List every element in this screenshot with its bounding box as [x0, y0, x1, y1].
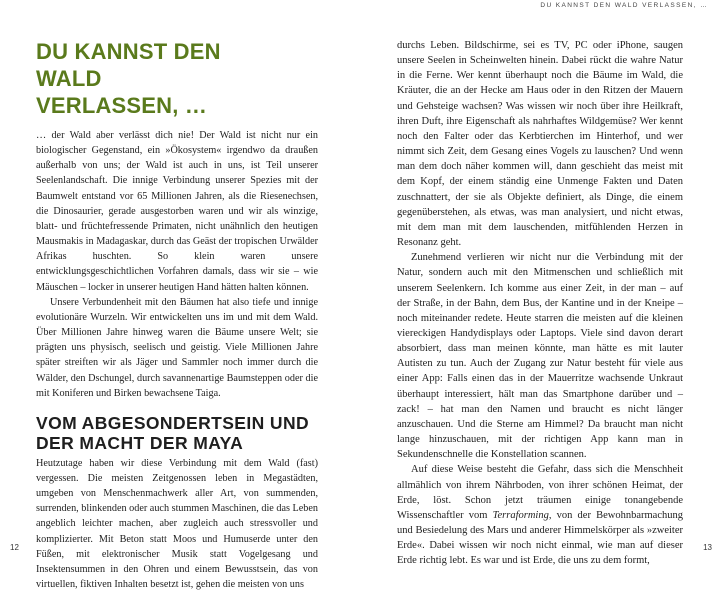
left-page-column — [36, 38, 318, 592]
body-paragraph: durchs Leben. Bildschirme, sei es TV, PC oder iPhone, saugen unsere Seelen in Scheinwelten hinein. Dabei rückt die wahre Natur in die Ferne. Wer kennt überhaupt noch die Bäume im Wald, die Kräuter, die an der Hecke am Haus oder in den Ritzen der Mauern und Gehsteige wachsen? Was wissen wir noch über ihre Heilkraft, ihren Duft, ihre Eigenschaft als nahrhaftes Wildgemüse? Wer kennt noch den Falter oder das Kerbtierchen im Hinterhof, und wer nimmt sich Zeit, dem Gesang eines Vogels zu lauschen? Und wenn man dem doch näher kommen will, dann geschieht das meist mit dem Kopf, der einem ständig eine Unmenge Fakten und Daten zuschnattert, der sie als Objekte definiert, als Dinge, die einem gegenüberstehen, als etwas, was man analysiert, und nicht etwas, mit dem man mit dem lauschenden, mitfühlenden Herzen in Resonanz geht. — [397, 40, 683, 249]
page-number-left: 12 — [10, 543, 19, 552]
section-heading: VOM ABGESONDERTSEIN UND DER MACHT DER MAYA — [36, 412, 310, 454]
body-paragraph: … der Wald aber verlässt dich nie! Der Wald ist nicht nur ein biologischer Gegenstand, ein »Ökosystem« irgendwo da draußen außerhalb von uns; der Wald ist auch in uns, ist Teil unserer Seelenlandschaft. Die innige Verbindung unserer Spezies mit der Baumwelt entstand vor 65 Millionen Jahren, als die Riesenechsen, die Dinosaurier, gerade ausgestorben waren und wir als winzige, blatt- und früchtefressende Primaten, nicht unähnlich den heutigen Mausmakis in Madagaskar, durch das Geäst der tropischen Urwälder Afrikas huschten. So klein waren unsere entwicklungsgeschichtlichen Vorfahren damals, dass wir sie – wie Mäuschen – locker in unserer heutigen Hand hätten halten können. — [36, 130, 318, 293]
body-paragraph — [397, 462, 683, 568]
running-head: DU KANNST DEN WALD VERLASSEN, … — [540, 2, 708, 9]
text-run: , von der Bewohnbarmachung und Besiedelung des Mars und anderer Himmelskörper als »zweiter Erde«. Dabei wissen wir noch nicht einmal, wie man auf dieser Erde richtig lebt. Es war und ist Erde, die uns zu dem formt, — [397, 509, 683, 567]
emphasized-term: Terraforming — [492, 509, 549, 521]
right-page-column — [397, 38, 683, 568]
page-number-right: 13 — [703, 543, 712, 552]
body-paragraph: Unsere Verbundenheit mit den Bäumen hat also tiefe und innige evolutionäre Wurzeln. Wir entwickelten uns im und mit dem Wald. Über Millionen Jahre hinweg waren die Bäume unsere Welt; sie prägten uns physisch, seelisch und geistig. Viele Millionen Jahre später streiften wir als Jäger und Sammler noch immer durch die Wälder, den Dschungel, durch savannenartige Baumsteppen oder die mit Koniferen und Birken bewachsene Taiga. — [36, 296, 318, 399]
text-run: Auf diese Weise besteht die Gefahr, dass sich die Menschheit allmählich von ihrem Nährboden, von ihrer schönen Heimat, der Erde, löst. Schon jetzt träumen einige tonangebende Wissenschaftler vom — [397, 464, 683, 521]
chapter-title: DU KANNST DEN WALD VERLASSEN, … — [36, 39, 221, 118]
body-paragraph: Zunehmend verlieren wir nicht nur die Verbindung mit der Natur, sondern auch mit den Mitmenschen und schließlich mit unserem Seelenkern. Ich komme aus einer Zeit, in der man – auf der Straße, in der Bahn, dem Bus, der Kantine und in der Kneipe – noch miteinander redete. Heute starren die meisten auf die kleinen viereckigen Handydisplays oder Laptops. Viele sind davon derart absorbiert, dass man meinen könnte, man hätte es mit lauter Autisten zu tun. Auch der Zugang zur Natur besteht für viele aus einer App: Falls einen das in der Mauerritze wachsende Unkraut überhaupt interessiert, hält man das Smartphone darüber und – zack! – hat man den Namen und braucht es nicht länger anzuschauen. Und die Sterne am Himmel? Da braucht man nicht lange hinzuschauen, mit der richtigen App kann man in Sekundenschnelle die Konstellation scannen. — [397, 252, 683, 461]
body-paragraph: Heutzutage haben wir diese Verbindung mit dem Wald (fast) vergessen. Die meisten Zeitgenossen leben in Megastädten, umgeben von Menschenmachwerk aller Art, von summenden, surrenden, blinkenden oder auch stummen Maschinen, die das Leben angeblich leichter machen, aber zugleich auch stressvoller und komplizierter. Mit Beton statt Moos und Humuserde unter den Füßen, mit elektronischer Musik statt Vogelgesang und Insektensummen in den Ohren und einem Bewusstsein, das von virtuellen, fiktiven Inhalten besetzt ist, gehen die meisten von uns — [36, 457, 318, 591]
